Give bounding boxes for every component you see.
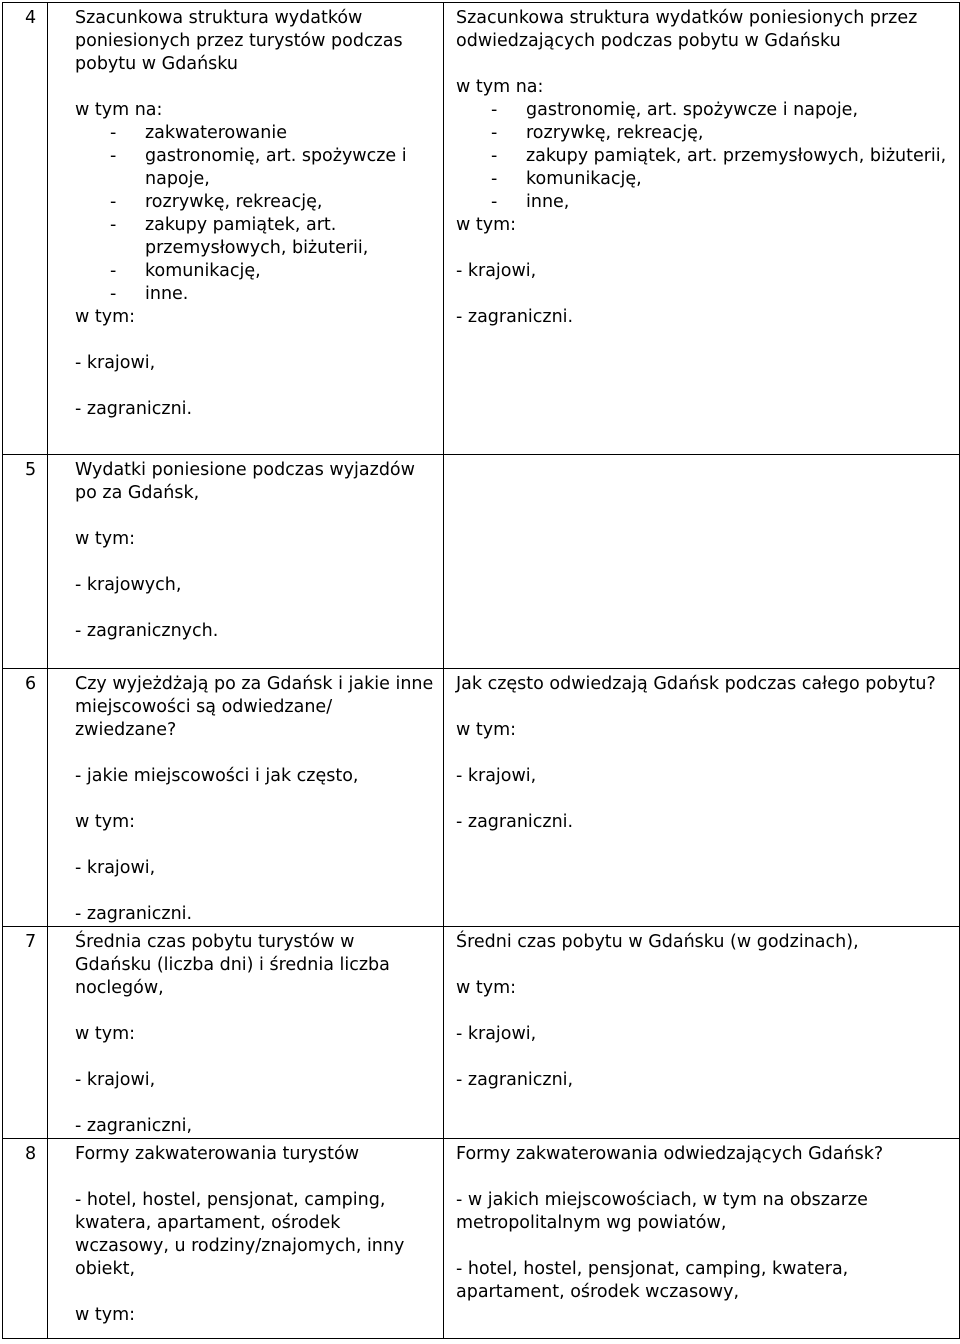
foreign-label: - zagraniczni. <box>456 812 574 832</box>
list-item: - zakwaterowanie <box>110 123 287 143</box>
row-number: 6 <box>3 669 48 927</box>
question-title: Czy wyjeżdżają po za Gdańsk i jakie inne miejscowości są odwiedzane/ zwiedzane? <box>75 674 434 740</box>
table-row <box>3 1139 960 1339</box>
tourist-question-cell <box>48 455 444 669</box>
list-item: - inne, <box>491 192 570 212</box>
tourist-question-cell <box>48 1139 444 1339</box>
row-number: 7 <box>3 927 48 1139</box>
subheading: w tym: <box>456 978 517 998</box>
row-number: 8 <box>3 1139 48 1339</box>
accommodation-options: - hotel, hostel, pensjonat, camping, kwatera, apartament, ośrodek wczasowy, <box>456 1259 849 1302</box>
subheading: w tym na: <box>456 77 544 97</box>
subheading: w tym na: <box>75 100 163 120</box>
visitor-question-cell <box>444 3 960 455</box>
row-number: 4 <box>3 3 48 455</box>
foreign-label: - zagraniczni. <box>456 307 574 327</box>
list-item: - komunikację, <box>110 261 261 281</box>
tourist-question-cell <box>48 669 444 927</box>
tourist-question-cell <box>48 3 444 455</box>
foreign-label: - zagraniczni. <box>75 904 193 924</box>
subheading: w tym: <box>75 1024 136 1044</box>
question-title: Formy zakwaterowania turystów <box>75 1144 360 1164</box>
subheading: w tym: <box>75 812 136 832</box>
table-row <box>3 455 960 669</box>
table-row <box>3 669 960 927</box>
question-title: Szacunkowa struktura wydatków poniesionych przez odwiedzających podczas pobytu w Gdańsku <box>456 8 918 51</box>
table-row <box>3 3 960 455</box>
question-title: Średnia czas pobytu turystów w Gdańsku (liczba dni) i średnia liczba noclegów, <box>75 932 390 998</box>
question-title: Jak często odwiedzają Gdańsk podczas całego pobytu? <box>456 674 936 694</box>
domestic-label: - krajowi, <box>75 858 156 878</box>
accommodation-options: - hotel, hostel, pensjonat, camping, kwatera, apartament, ośrodek wczasowy, u rodziny/znajomych, inny obiekt, <box>75 1190 405 1279</box>
subheading: w tym: <box>75 529 136 549</box>
list-item: - komunikację, <box>491 169 642 189</box>
visitor-question-cell <box>444 927 960 1139</box>
row-number: 5 <box>3 455 48 669</box>
list-item: - zakupy pamiątek, art. przemysłowych, biżuterii, <box>110 215 369 258</box>
table-row <box>3 927 960 1139</box>
domestic-label: - krajowych, <box>75 575 182 595</box>
tourist-question-cell <box>48 927 444 1139</box>
foreign-label: - zagraniczni, <box>456 1070 574 1090</box>
domestic-label: - krajowi, <box>456 261 537 281</box>
list-item: - gastronomię, art. spożywcze i napoje, <box>491 100 859 120</box>
domestic-label: - krajowi, <box>456 1024 537 1044</box>
list-item: - rozrywkę, rekreację, <box>110 192 323 212</box>
subheading: w tym: <box>75 307 136 327</box>
subheading: w tym: <box>456 720 517 740</box>
survey-table <box>2 2 960 1339</box>
subheading: w tym: <box>75 1305 136 1325</box>
question-title: Średni czas pobytu w Gdańsku (w godzinach), <box>456 932 859 952</box>
question-line: - jakie miejscowości i jak często, <box>75 766 359 786</box>
expense-list <box>75 122 435 306</box>
question-title: Wydatki poniesione podczas wyjazdów po za Gdańsk, <box>75 460 415 503</box>
foreign-label: - zagraniczni, <box>75 1116 193 1136</box>
domestic-label: - krajowi, <box>75 353 156 373</box>
foreign-label: - zagranicznych. <box>75 621 219 641</box>
list-item: - zakupy pamiątek, art. przemysłowych, biżuterii, <box>491 146 947 166</box>
question-title: Szacunkowa struktura wydatków poniesionych przez turystów podczas pobytu w Gdańsku <box>75 8 403 74</box>
question-line: - w jakich miejscowościach, w tym na obszarze metropolitalnym wg powiatów, <box>456 1190 868 1233</box>
list-item: - gastronomię, art. spożywcze i napoje, <box>110 146 407 189</box>
visitor-question-cell <box>444 1139 960 1339</box>
domestic-label: - krajowi, <box>456 766 537 786</box>
subheading: w tym: <box>456 215 517 235</box>
visitor-question-cell <box>444 669 960 927</box>
question-title: Formy zakwaterowania odwiedzających Gdańsk? <box>456 1144 884 1164</box>
foreign-label: - zagraniczni. <box>75 399 193 419</box>
expense-list <box>456 99 951 214</box>
empty-cell <box>444 455 960 669</box>
list-item: - inne. <box>110 284 189 304</box>
list-item: - rozrywkę, rekreację, <box>491 123 704 143</box>
domestic-label: - krajowi, <box>75 1070 156 1090</box>
